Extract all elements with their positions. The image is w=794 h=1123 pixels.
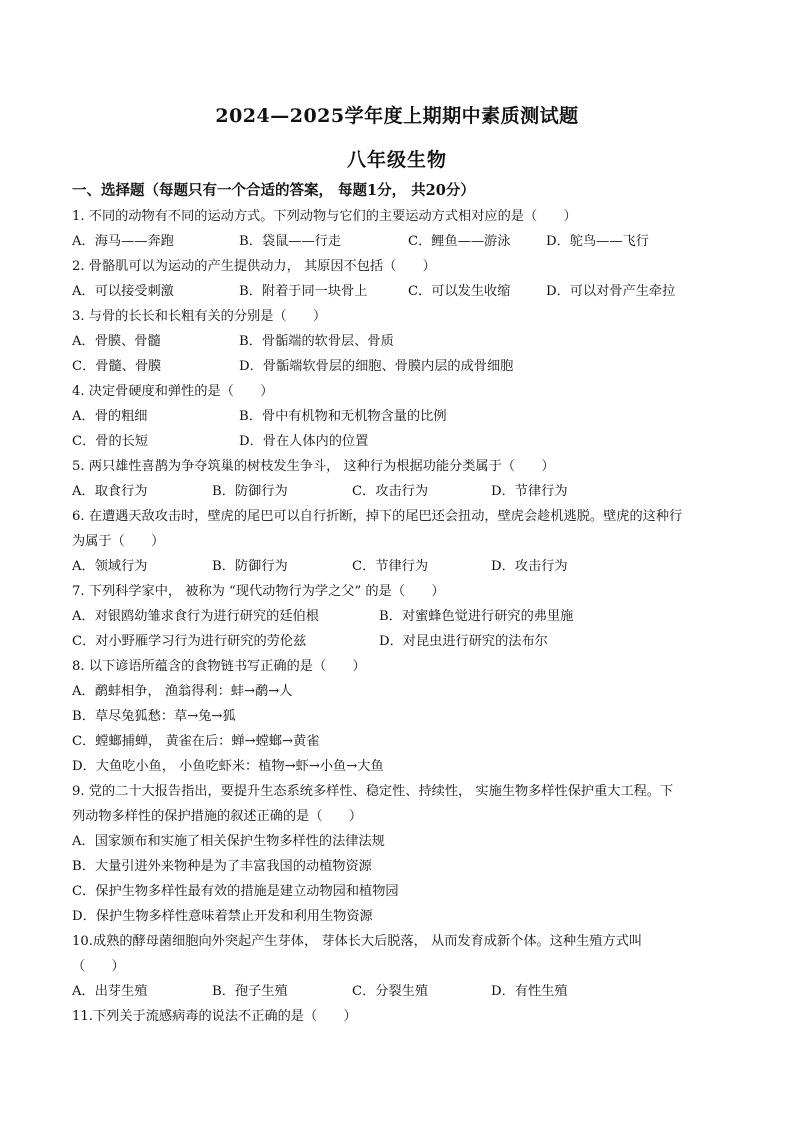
option-b: B．孢子生殖 [212, 984, 288, 999]
option-d: D．骨在人体内的位置 [239, 434, 369, 449]
option-c: C．分裂生殖 [352, 984, 429, 999]
option-d: D．攻击行为 [491, 559, 568, 574]
option-a: A．可以接受刺激 [72, 284, 174, 299]
option-a: A．鹬蚌相争， 渔翁得利：蚌→鹬→人 [72, 684, 293, 699]
question-11-stem: 11.下列关于流感病毒的说法不正确的是（ ） [72, 1009, 357, 1024]
option-c: C．攻击行为 [352, 484, 429, 499]
option-c: C．螳螂捕蝉， 黄雀在后：蝉→螳螂→黄雀 [72, 734, 320, 749]
question-5-stem: 5. 两只雄性喜鹊为争夺筑巢的树枝发生争斗， 这种行为根据功能分类属于（ ） [72, 459, 555, 474]
option-b: B．附着于同一块骨上 [239, 284, 368, 299]
option-b: B．骨中有机物和无机物含量的比例 [239, 409, 447, 424]
option-d: D．保护生物多样性意味着禁止开发和利用生物资源 [72, 909, 373, 924]
option-b: B．防御行为 [212, 559, 288, 574]
question-7-stem: 7. 下列科学家中， 被称为 “现代动物行为学之父” 的是（ ） [72, 584, 445, 599]
option-c: C．骨髓、骨膜 [72, 359, 162, 374]
question-2-stem: 2. 骨骼肌可以为运动的产生提供动力， 其原因不包括（ ） [72, 259, 436, 274]
option-a: A．海马——奔跑 [72, 234, 174, 249]
question-7-options-ab [72, 604, 732, 629]
option-b: B．防御行为 [212, 484, 288, 499]
option-c: C．鲤鱼——游泳 [408, 234, 511, 249]
question-5-options [72, 479, 732, 504]
option-a: A．取食行为 [72, 484, 148, 499]
option-d: D．鸵鸟——飞行 [546, 234, 649, 249]
option-b: B．袋鼠——行走 [239, 234, 342, 249]
exam-title: 2024—2025学年度上期期中素质测试题 [215, 105, 579, 127]
option-a: A．国家颁布和实施了相关保护生物多样性的法律法规 [72, 834, 385, 849]
option-b: B．骨骺端的软骨层、骨质 [239, 334, 394, 349]
option-d: D．大鱼吃小鱼， 小鱼吃虾米：植物→虾→小鱼→大鱼 [72, 759, 384, 774]
question-3-stem: 3. 与骨的长长和长粗有关的分别是（ ） [72, 309, 327, 324]
option-a: A．骨的粗细 [72, 409, 148, 424]
section-heading: 一、选择题（每题只有一个合适的答案， 每题1分， 共20分） [72, 182, 475, 199]
option-c: C．可以发生收缩 [408, 284, 511, 299]
question-4-options-ab [72, 404, 732, 429]
option-c: C．节律行为 [352, 559, 429, 574]
question-10-stem-line1: 10.成熟的酵母菌细胞向外突起产生芽体， 芽体长大后脱落， 从而发育成新个体。这种生殖方式叫 [72, 934, 643, 949]
question-3-options-cd [72, 354, 732, 379]
option-d: D．骨骺端软骨层的细胞、骨膜内层的成骨细胞 [239, 359, 514, 374]
option-a: A．对银鸥幼雏求食行为进行研究的廷伯根 [72, 609, 319, 624]
option-c: C．对小野雁学习行为进行研究的劳伦兹 [72, 634, 307, 649]
question-2-options [72, 279, 732, 304]
option-d: D．有性生殖 [491, 984, 568, 999]
option-c: C．保护生物多样性最有效的措施是建立动物园和植物园 [72, 884, 399, 899]
question-1-stem: 1. 不同的动物有不同的运动方式。下列动物与它们的主要运动方式相对应的是（ ） [72, 209, 577, 224]
question-3-options-ab [72, 329, 732, 354]
question-10-options [72, 979, 732, 1004]
question-4-options-cd [72, 429, 732, 454]
option-d: D．节律行为 [491, 484, 568, 499]
option-b: B．草尽兔狐愁：草→兔→狐 [72, 709, 236, 724]
question-9-stem-line1: 9. 党的二十大报告指出，要提升生态系统多样性、稳定性、持续性， 实施生物多样性保护重大工程。下 [72, 784, 674, 799]
question-10-stem-line2: （ ） [72, 959, 125, 974]
question-9-stem-line2: 列动物多样性的保护措施的叙述正确的是（ ） [72, 809, 363, 824]
question-6-stem-line1: 6. 在遭遇天敌攻击时，壁虎的尾巴可以自行折断，掉下的尾巴还会扭动，壁虎会趁机逃脱。壁虎的这种行 [72, 509, 683, 524]
option-d: D．对昆虫进行研究的法布尔 [379, 634, 548, 649]
question-6-stem-line2: 为属于（ ） [72, 534, 165, 549]
option-d: D．可以对骨产生牵拉 [546, 284, 676, 299]
option-b: B．对蜜蜂色觉进行研究的弗里施 [379, 609, 574, 624]
option-b: B．大量引进外来物种是为了丰富我国的动植物资源 [72, 859, 372, 874]
question-8-stem: 8. 以下谚语所蕴含的食物链书写正确的是（ ） [72, 659, 366, 674]
option-a: A．骨膜、骨髓 [72, 334, 161, 349]
question-1-options [72, 229, 732, 254]
question-4-stem: 4. 决定骨硬度和弹性的是（ ） [72, 384, 274, 399]
question-list [72, 204, 732, 1029]
option-c: C．骨的长短 [72, 434, 149, 449]
question-6-options [72, 554, 732, 579]
option-a: A．领域行为 [72, 559, 148, 574]
exam-subtitle: 八年级生物 [346, 149, 447, 171]
question-7-options-cd [72, 629, 732, 654]
option-a: A．出芽生殖 [72, 984, 148, 999]
